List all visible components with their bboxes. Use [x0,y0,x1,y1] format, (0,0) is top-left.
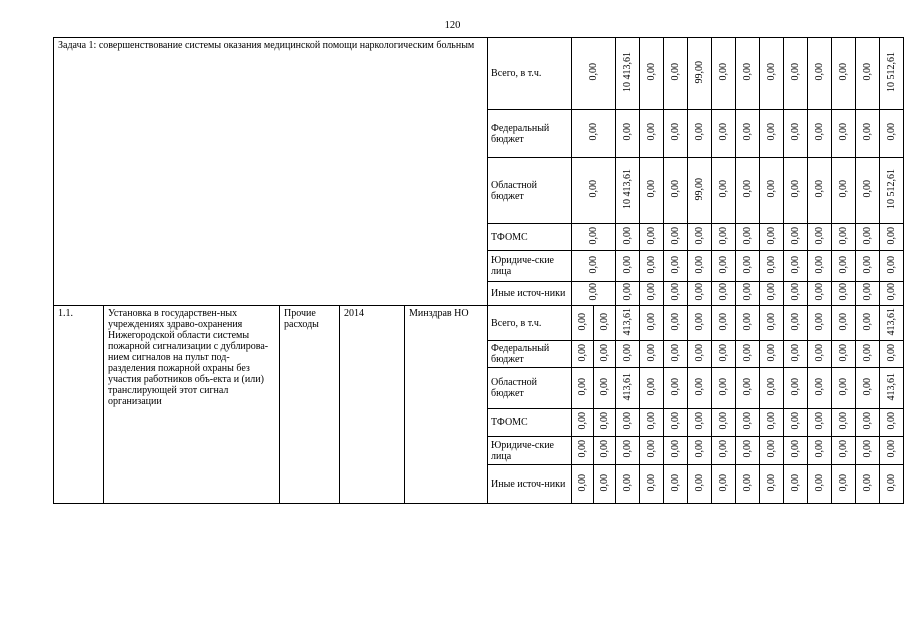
amount-value: 0,00 [886,343,898,362]
amount-value: 0,00 [838,473,850,492]
amount-value: 0,00 [577,440,589,458]
amount-value: 0,00 [718,255,730,274]
amount-value: 0,00 [718,283,730,301]
amount-value: 0,00 [790,123,802,141]
budget-table [53,37,904,504]
amount-value: 0,00 [742,226,754,245]
amount-value: 0,00 [646,440,658,458]
amount-value: 0,00 [646,180,658,198]
amount-value: 0,00 [838,412,850,430]
amount-value: 0,00 [838,255,850,274]
amount-value: 0,00 [577,473,589,492]
amount-value: 0,00 [646,255,658,274]
amount-value: 0,00 [838,283,850,301]
funding-source: Иные источ-ники [488,465,572,504]
funding-source: Всего, в т.ч. [488,38,572,110]
funding-source: Юридиче-ские лица [488,251,572,282]
amount-value: 0,00 [790,255,802,274]
amount-value: 0,00 [790,440,802,458]
funding-source: ТФОМС [488,409,572,437]
amount-value: 0,00 [862,63,874,81]
amount-value: 0,00 [766,412,778,430]
amount-value: 0,00 [646,377,658,396]
amount-value: 0,00 [622,123,634,141]
amount-value: 0,00 [718,343,730,362]
amount-value: 0,00 [862,473,874,492]
amount-value: 0,00 [766,343,778,362]
amount-value: 0,00 [718,473,730,492]
amount-value: 0,00 [670,312,682,331]
amount-value: 0,00 [646,283,658,301]
amount-value: 0,00 [646,226,658,245]
amount-value: 0,00 [588,123,600,141]
expense-type: Прочие расходы [280,306,340,504]
amount-value: 0,00 [646,343,658,362]
amount-value: 0,00 [766,473,778,492]
amount-value: 0,00 [766,63,778,81]
amount-value: 0,00 [766,226,778,245]
amount-value: 0,00 [694,377,706,396]
amount-value: 0,00 [599,440,611,458]
amount-value: 0,00 [670,180,682,198]
amount-value: 0,00 [814,180,826,198]
amount-value: 0,00 [588,180,600,198]
activity-number: 1.1. [54,306,104,504]
amount-value: 0,00 [886,123,898,141]
amount-value: 0,00 [766,180,778,198]
amount-value: 0,00 [838,343,850,362]
amount-value: 0,00 [814,440,826,458]
funding-source: ТФОМС [488,224,572,251]
amount-value: 0,00 [622,440,634,458]
amount-value: 0,00 [790,412,802,430]
amount-value: 0,00 [694,283,706,301]
amount-value: 0,00 [670,226,682,245]
amount-value: 99,00 [694,60,706,84]
amount-value: 0,00 [790,63,802,81]
amount-value: 0,00 [790,283,802,301]
amount-value: 0,00 [718,440,730,458]
amount-value: 0,00 [814,312,826,331]
funding-source: Всего, в т.ч. [488,306,572,341]
amount-value: 0,00 [862,255,874,274]
amount-value: 0,00 [588,226,600,245]
amount-value: 0,00 [838,63,850,81]
amount-value: 0,00 [718,123,730,141]
amount-value: 0,00 [814,283,826,301]
funding-source: Юридиче-ские лица [488,437,572,465]
amount-value: 0,00 [694,226,706,245]
amount-value: 413,61 [622,372,634,401]
amount-value: 0,00 [694,343,706,362]
amount-value: 0,00 [718,377,730,396]
amount-value: 0,00 [886,283,898,301]
amount-value: 0,00 [670,123,682,141]
amount-value: 0,00 [742,377,754,396]
page-number: 120 [444,20,461,31]
amount-value: 0,00 [718,63,730,81]
amount-value: 0,00 [814,123,826,141]
amount-value: 0,00 [814,343,826,362]
amount-value: 0,00 [577,377,589,396]
amount-value: 0,00 [814,255,826,274]
amount-value: 0,00 [742,180,754,198]
amount-value: 0,00 [670,440,682,458]
amount-value: 0,00 [838,440,850,458]
amount-value: 0,00 [766,312,778,331]
amount-value: 0,00 [622,412,634,430]
amount-value: 0,00 [766,283,778,301]
amount-value: 0,00 [577,412,589,430]
amount-value: 0,00 [862,226,874,245]
amount-value: 413,61 [886,372,898,401]
amount-value: 0,00 [742,473,754,492]
amount-value: 0,00 [790,343,802,362]
amount-value: 0,00 [577,343,589,362]
amount-value: 0,00 [886,255,898,274]
amount-value: 0,00 [599,377,611,396]
funding-source: Федеральный бюджет [488,341,572,368]
activity-executor: Минздрав НО [405,306,488,504]
amount-value: 10 512,61 [886,52,898,92]
amount-value: 0,00 [694,440,706,458]
amount-value: 0,00 [599,343,611,362]
amount-value: 0,00 [622,226,634,245]
amount-value: 0,00 [814,412,826,430]
amount-value: 0,00 [646,473,658,492]
task-title: Задача 1: совершенствование системы оказания медицинской помощи наркологическим больным [54,38,488,306]
amount-value: 0,00 [862,283,874,301]
amount-value: 413,61 [886,307,898,336]
amount-value: 0,00 [814,377,826,396]
amount-value: 0,00 [694,255,706,274]
activity-row [54,306,904,341]
amount-value: 0,00 [862,440,874,458]
amount-value: 0,00 [742,312,754,331]
funding-source: Областной бюджет [488,158,572,224]
amount-value: 0,00 [838,123,850,141]
amount-value: 0,00 [790,226,802,245]
amount-value: 0,00 [588,255,600,274]
amount-value: 0,00 [838,226,850,245]
amount-value: 0,00 [670,63,682,81]
amount-value: 0,00 [766,440,778,458]
amount-value: 0,00 [588,63,600,81]
amount-value: 0,00 [742,283,754,301]
amount-value: 413,61 [622,307,634,336]
amount-value: 0,00 [622,343,634,362]
amount-value: 0,00 [862,312,874,331]
amount-value: 0,00 [790,473,802,492]
amount-value: 0,00 [622,255,634,274]
amount-value: 0,00 [577,312,589,331]
amount-value: 0,00 [766,123,778,141]
activity-name: Установка в государствен-ных учреждениях здраво-охранения Нижегородской области системы пожарной сигнализации с дублирова-нием сигналов на пульт под-разделения пожарной охраны без участия работников объ-екта и (или) транслирующей этот сигнал организации [104,306,280,504]
amount-value: 0,00 [862,343,874,362]
amount-value: 0,00 [718,226,730,245]
amount-value: 0,00 [790,180,802,198]
amount-value: 0,00 [622,473,634,492]
amount-value: 0,00 [670,473,682,492]
amount-value: 0,00 [814,473,826,492]
amount-value: 0,00 [742,63,754,81]
amount-value: 0,00 [886,226,898,245]
amount-value: 0,00 [694,473,706,492]
amount-value: 0,00 [670,255,682,274]
amount-value: 0,00 [862,377,874,396]
amount-value: 0,00 [814,63,826,81]
amount-value: 0,00 [742,123,754,141]
amount-value: 0,00 [599,412,611,430]
amount-value: 0,00 [670,343,682,362]
amount-value: 0,00 [886,473,898,492]
amount-value: 0,00 [694,312,706,331]
amount-value: 0,00 [886,440,898,458]
amount-value: 0,00 [838,312,850,331]
funding-source: Федеральный бюджет [488,110,572,158]
amount-value: 0,00 [790,377,802,396]
amount-value: 0,00 [766,377,778,396]
amount-value: 0,00 [646,63,658,81]
amount-value: 0,00 [718,312,730,331]
amount-value: 0,00 [862,412,874,430]
amount-value: 10 413,61 [622,52,634,92]
amount-value: 0,00 [862,123,874,141]
funding-source: Иные источ-ники [488,282,572,306]
amount-value: 0,00 [742,255,754,274]
amount-value: 0,00 [646,123,658,141]
amount-value: 0,00 [599,473,611,492]
amount-value: 0,00 [742,343,754,362]
amount-value: 0,00 [838,377,850,396]
funding-source: Областной бюджет [488,368,572,409]
amount-value: 0,00 [886,412,898,430]
amount-value: 10 413,61 [622,169,634,209]
amount-value: 0,00 [814,226,826,245]
amount-value: 0,00 [718,180,730,198]
amount-value: 0,00 [670,283,682,301]
amount-value: 0,00 [588,283,600,301]
amount-value: 0,00 [838,180,850,198]
amount-value: 0,00 [622,283,634,301]
amount-value: 0,00 [790,312,802,331]
amount-value: 0,00 [766,255,778,274]
amount-value: 0,00 [599,312,611,331]
amount-value: 0,00 [742,440,754,458]
amount-value: 0,00 [718,412,730,430]
amount-value: 0,00 [742,412,754,430]
amount-value: 0,00 [670,377,682,396]
amount-value: 0,00 [670,412,682,430]
amount-value: 99,00 [694,177,706,201]
amount-value: 0,00 [862,180,874,198]
activity-year: 2014 [340,306,405,504]
task-row [54,38,904,110]
amount-value: 0,00 [646,312,658,331]
amount-value: 10 512,61 [886,169,898,209]
amount-value: 0,00 [694,412,706,430]
amount-value: 0,00 [646,412,658,430]
amount-value: 0,00 [694,123,706,141]
